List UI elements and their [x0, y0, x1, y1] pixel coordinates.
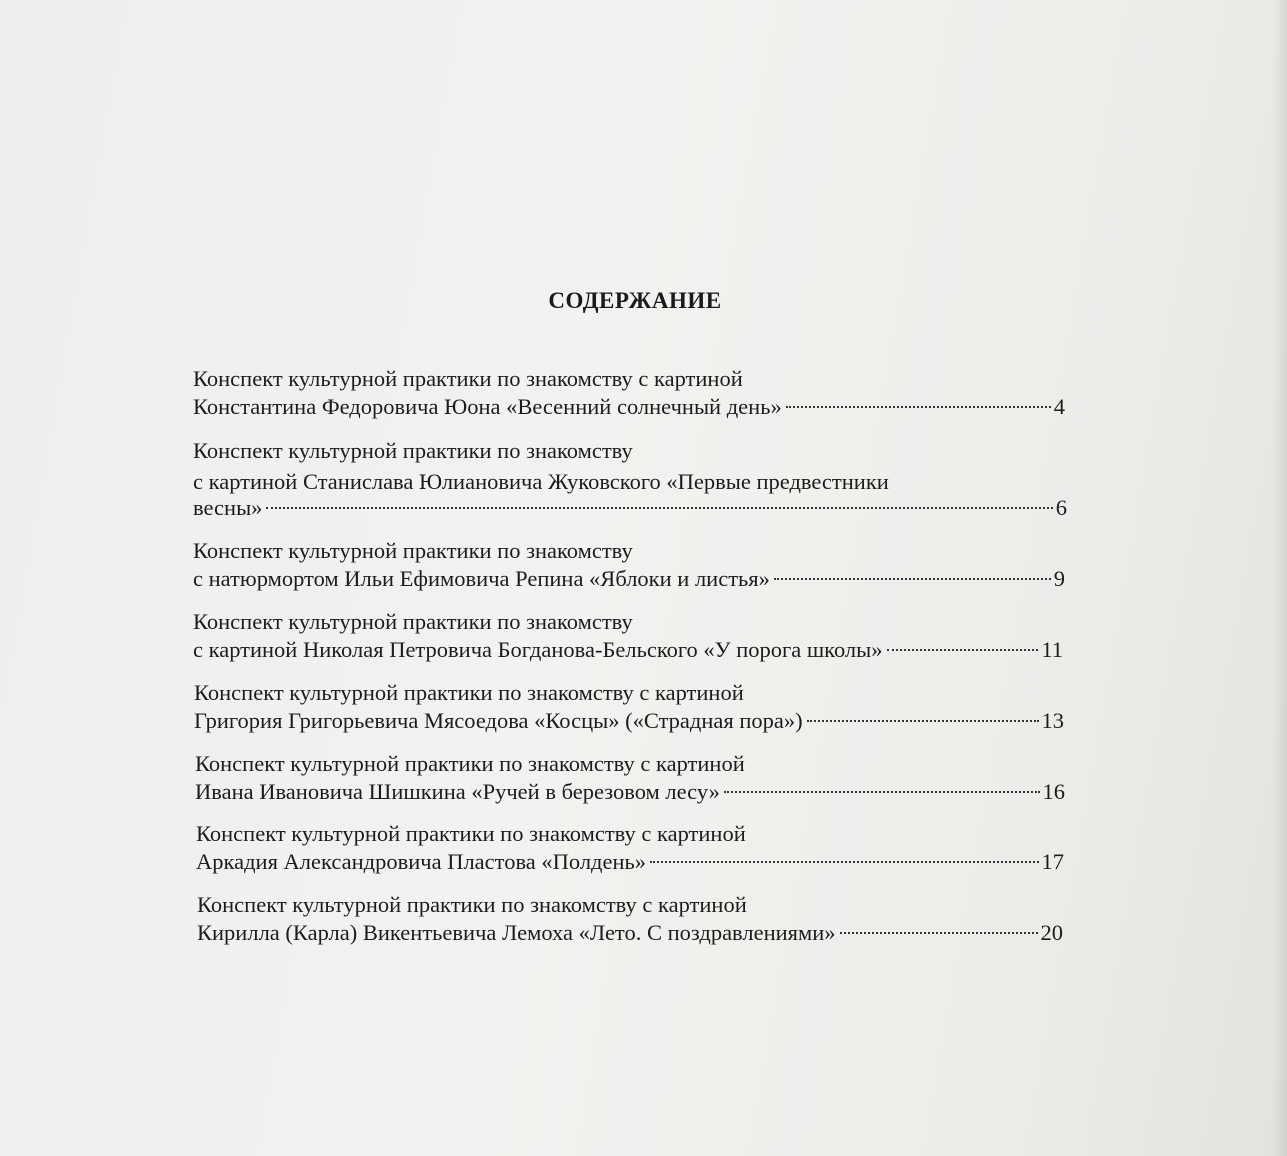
toc-entry	[193, 365, 1065, 421]
toc-page-number: 4	[1053, 394, 1065, 419]
contents-heading: СОДЕРЖАНИЕ	[548, 288, 722, 313]
toc-page-number: 9	[1053, 566, 1065, 591]
leader-dots	[887, 649, 1039, 651]
toc-entry-line: с картиной Николая Петровича Богданова-Бельского «У порога школы»	[193, 637, 883, 662]
leader-dots	[774, 578, 1051, 580]
toc-entry-line: Аркадия Александровича Пластова «Полдень»	[196, 849, 647, 874]
toc-entry-line: Кирилла (Карла) Викентьевича Лемоха «Лето. С поздравлениями»	[197, 920, 836, 945]
toc-entry-line: Конспект культурной практики по знакомству	[193, 438, 633, 463]
toc-entry	[193, 537, 1065, 593]
toc-entry-line: Конспект культурной практики по знакомству с картиной	[197, 892, 747, 917]
toc-page-number: 20	[1040, 920, 1063, 945]
leader-dots	[266, 507, 1052, 509]
toc-page-number: 13	[1041, 708, 1064, 733]
toc-entry-line: Конспект культурной практики по знакомству	[193, 609, 633, 634]
toc-entry-line: с картиной Станислава Юлиановича Жуковского «Первые предвестники	[193, 469, 889, 494]
toc-entry-line: Конспект культурной практики по знакомству с картиной	[194, 680, 744, 705]
toc-entry	[193, 608, 1063, 664]
leader-dots	[807, 720, 1039, 722]
leader-dots	[650, 861, 1038, 863]
toc-entry-line: Константина Федоровича Юона «Весенний солнечный день»	[193, 394, 782, 419]
toc-entry	[197, 891, 1063, 947]
toc-page-number: 11	[1041, 637, 1063, 662]
toc-entry	[194, 679, 1064, 735]
toc-entry-line: Ивана Ивановича Шишкина «Ручей в березовом лесу»	[195, 779, 720, 804]
toc-entry-line: Конспект культурной практики по знакомству с картиной	[193, 366, 743, 391]
toc-entry-line: Конспект культурной практики по знакомству	[193, 538, 633, 563]
toc-entry-line: весны»	[193, 495, 263, 520]
toc-entry	[196, 820, 1064, 876]
toc-page-number: 17	[1041, 849, 1064, 874]
toc-entry	[195, 750, 1065, 806]
toc-entry-line: Конспект культурной практики по знакомству с картиной	[196, 821, 746, 846]
toc-entry-line: Григория Григорьевича Мясоедова «Косцы» («Страдная пора»)	[194, 708, 803, 733]
leader-dots	[840, 932, 1038, 934]
toc-entry	[193, 437, 1067, 522]
toc-entry-line: Конспект культурной практики по знакомству с картиной	[195, 751, 745, 776]
leader-dots	[724, 791, 1040, 793]
toc-page-number: 16	[1042, 779, 1065, 804]
toc-entry-line: с натюрмортом Ильи Ефимовича Репина «Яблоки и листья»	[193, 566, 770, 591]
leader-dots	[786, 406, 1051, 408]
table-of-contents	[0, 365, 1287, 965]
toc-page-number: 6	[1055, 495, 1067, 520]
